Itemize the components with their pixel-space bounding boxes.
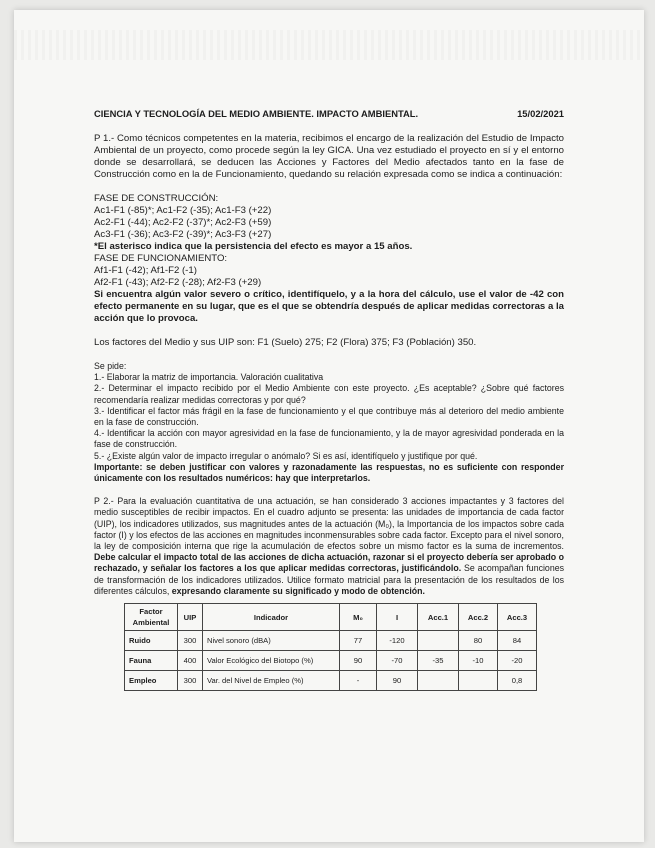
cell: -35: [418, 651, 459, 671]
p2-text-b: Debe calcular el impacto total de las acciones de dicha actuación, razonar si el proyecto debería ser aprobado o rechazado, y señalar los factores a los que aplicar medidas correctoras, justificándolo.: [94, 552, 564, 574]
cell: Ruido: [125, 631, 178, 651]
cell: 0,8: [498, 671, 537, 691]
asterisk-note: *El asterisco indica que la persistencia del efecto es mayor a 15 años.: [94, 241, 413, 252]
construction-line: Ac3-F1 (-36); Ac3-F2 (-39)*; Ac3-F3 (+27): [94, 229, 272, 240]
operation-line: Af1-F1 (-42); Af1-F2 (-1): [94, 265, 197, 276]
cell: -: [340, 671, 377, 691]
cell: 300: [178, 631, 203, 651]
factors-uip: Los factores del Medio y sus UIP son: F1 (Suelo) 275; F2 (Flora) 375; F3 (Población) 350.: [94, 337, 477, 348]
operation-title: FASE DE FUNCIONAMIENTO:: [94, 253, 228, 264]
asked-item: 5.- ¿Existe algún valor de impacto irregular o anómalo? Si es así, identifíquelo y justifique por qué.: [94, 450, 478, 461]
asked-item: 3.- Identificar el factor más frágil en la fase de funcionamiento y el que contribuye más al deterioro del medio ambiente en la fase de construcción.: [94, 405, 564, 428]
cell: Nivel sonoro (dBA): [203, 631, 340, 651]
exam-content: [94, 108, 564, 691]
cell: -120: [377, 631, 418, 651]
cell: Fauna: [125, 651, 178, 671]
p2-text-c: Se acompañan funciones de transformación de los indicadores utilizados. Utilice formato matricial para la presentación de los resultados de los diferentes cálculos,: [94, 563, 565, 596]
construction-title: FASE DE CONSTRUCCIÓN:: [94, 193, 219, 204]
col-header: Indicador: [203, 604, 340, 631]
cell: 77: [340, 631, 377, 651]
col-header: M₀: [340, 604, 377, 631]
cell: 300: [178, 671, 203, 691]
asked-item: 2.- Determinar el impacto recibido por el Medio Ambiente con este proyecto. ¿Es aceptable? ¿Sobre qué factores recomendaría realizar medidas correctoras y por qué?: [94, 383, 564, 405]
important-note: Importante: se deben justificar con valores y razonadamente las respuestas, no es suficiente con responder únicamente con los resultados numéricos: hay que interpretarlos.: [94, 461, 564, 484]
course-title: CIENCIA Y TECNOLOGÍA DEL MEDIO AMBIENTE. IMPACTO AMBIENTAL.: [94, 108, 419, 119]
p1-intro: P 1.- Como técnicos competentes en la materia, recibimos el encargo de la realización del Estudio de Impacto Ambiental de un proyecto, como procede según la ley GICA. Una vez estudiado el proyecto en sí y el entorno donde se desarrollará, se deducen las Acciones y Factores del Medio afectados tanto en la fase de Construcción como en la de Funcionamiento, quedando su relación expresada como se indica a continuación:: [94, 133, 564, 180]
construction-line: Ac1-F1 (-85)*; Ac1-F2 (-35); Ac1-F3 (+22): [94, 205, 272, 216]
exam-sheet: [14, 10, 644, 842]
impact-table: [124, 603, 537, 691]
cell: -20: [498, 651, 537, 671]
table-row: [125, 651, 537, 671]
cell: 90: [377, 671, 418, 691]
cell: [418, 631, 459, 651]
exam-date: 15/02/2021: [517, 108, 564, 119]
operation-line: Af2-F1 (-43); Af2-F2 (-28); Af2-F3 (+29): [94, 277, 262, 288]
asked-title: Se pide:: [94, 361, 127, 371]
table-row: [125, 671, 537, 691]
problem-1: [94, 133, 564, 484]
col-header: UIP: [178, 604, 203, 631]
cell: Valor Ecológico del Biotopo (%): [203, 651, 340, 671]
asked-item: 1.- Elaborar la matriz de importancia. Valoración cualitativa: [94, 372, 324, 383]
cell: [459, 671, 498, 691]
cell: -70: [377, 651, 418, 671]
table-header-row: [125, 604, 537, 631]
cell: 80: [459, 631, 498, 651]
p2-text-d: expresando claramente su significado y modo de obtención.: [171, 585, 425, 596]
torn-edge-decoration: [14, 30, 644, 60]
p2-text-a: P 2.- Para la evaluación cuantitativa de una actuación, se han considerado 3 acciones impactantes y 3 factores del medio susceptibles de recibir impactos. En el cuadro adjunto se presenta: las unidades de importancia de cada factor (UIP), los indicadores utilizados, sus magnitudes antes de la actuación (M₀), la Importancia de los impactos sobre cada factor (I) y los efectos de las acciones en magnitudes inconmensurables sobre cada factor. Excepto para el nivel sonoro, la ley de composición interna que rige la acumulación de efectos sobre un mismo factor es la suma de incrementos.: [94, 496, 564, 552]
table-row: [125, 631, 537, 651]
col-header: I: [377, 604, 418, 631]
exam-header: [94, 108, 564, 120]
asked-list: [94, 361, 564, 484]
asked-item: 4.- Identificar la acción con mayor agresividad en la fase de funcionamiento, y la de mayor agresividad ponderada en la fase de construcción.: [94, 428, 564, 450]
severe-note: Si encuentra algún valor severo o crítico, identifíquelo, y a la hora del cálculo, use el valor de -42 con efecto permanente en su lugar, que es el que se obtendría después de aplicar medidas correctoras a la acción que lo provoca.: [94, 289, 564, 324]
col-header: Factor Ambiental: [125, 604, 178, 631]
construction-line: Ac2-F1 (-44); Ac2-F2 (-37)*; Ac2-F3 (+59): [94, 217, 272, 228]
cell: Var. del Nivel de Empleo (%): [203, 671, 340, 691]
col-header: Acc.2: [459, 604, 498, 631]
p2-text: [94, 496, 564, 597]
cell: 90: [340, 651, 377, 671]
cell: -10: [459, 651, 498, 671]
problem-2: [94, 496, 564, 691]
cell: 84: [498, 631, 537, 651]
cell: Empleo: [125, 671, 178, 691]
cell: 400: [178, 651, 203, 671]
cell: [418, 671, 459, 691]
col-header: Acc.1: [418, 604, 459, 631]
col-header: Acc.3: [498, 604, 537, 631]
